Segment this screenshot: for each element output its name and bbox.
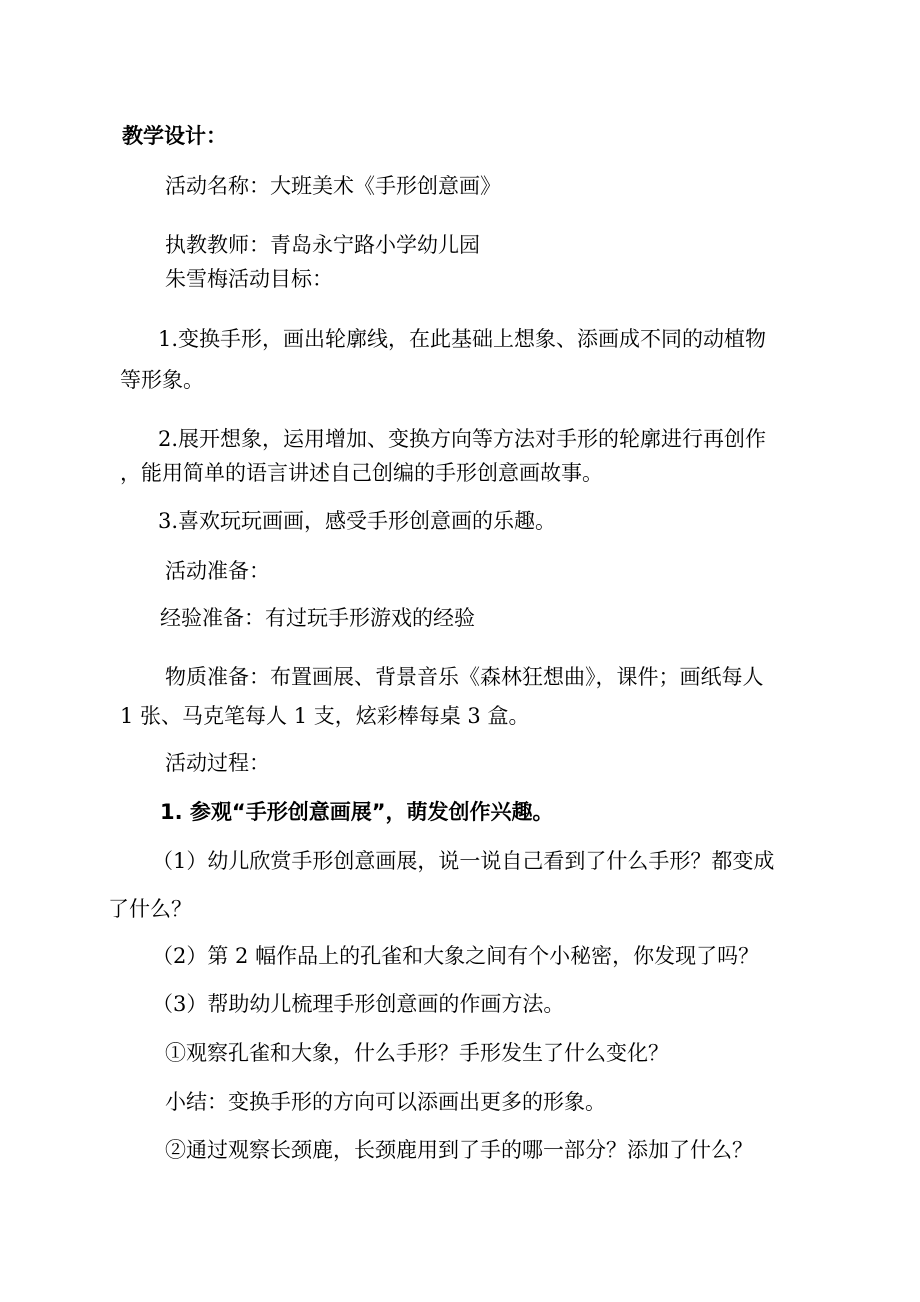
- teacher-line: 执教教师：青岛永宁路小学幼儿园: [165, 233, 480, 257]
- goal-2-line-2: ，能用简单的语言讲述自己创编的手形创意画故事。: [120, 461, 603, 485]
- experience-prep: 经验准备：有过玩手形游戏的经验: [160, 606, 475, 630]
- section-heading: 教学设计：: [122, 124, 227, 148]
- observe-1: ①观察孔雀和大象，什么手形？手形发生了什么变化？: [165, 1041, 669, 1065]
- step-1-title: 1. 参观“手形创意画展”，萌发创作兴趣。: [160, 800, 554, 824]
- teacher-name-goals-line: 朱雪梅活动目标：: [165, 267, 333, 291]
- step-1-1-line-2: 了什么？: [108, 897, 192, 921]
- prep-title: 活动准备：: [165, 559, 270, 583]
- step-1-2-line: （2）第 2 幅作品上的孔雀和大象之间有个小秘密，你发现了吗？: [152, 944, 760, 968]
- summary: 小结：变换手形的方向可以添画出更多的形象。: [165, 1090, 606, 1114]
- observe-2: ②通过观察长颈鹿，长颈鹿用到了手的哪一部分？添加了什么？: [165, 1138, 753, 1162]
- activity-name: 活动名称：大班美术《手形创意画》: [165, 174, 501, 198]
- goal-1-line-1: 1.变换手形，画出轮廓线，在此基础上想象、添画成不同的动植物: [158, 327, 767, 351]
- goal-3-line: 3.喜欢玩玩画画，感受手形创意画的乐趣。: [158, 509, 557, 533]
- material-prep-line-2: 1 张、马克笔每人 1 支，炫彩棒每桌 3 盒。: [120, 704, 530, 728]
- step-1-3-line: （3）帮助幼儿梳理手形创意画的作画方法。: [152, 992, 565, 1016]
- goal-2-line-1: 2.展开想象，运用增加、变换方向等方法对手形的轮廓进行再创作: [158, 427, 767, 451]
- step-1-1-line-1: （1）幼儿欣赏手形创意画展，说一说自己看到了什么手形？都变成: [152, 849, 775, 873]
- process-title: 活动过程：: [165, 751, 270, 775]
- goal-1-line-2: 等形象。: [120, 368, 204, 392]
- material-prep-line-1: 物质准备：布置画展、背景音乐《森林狂想曲》，课件；画纸每人: [165, 665, 764, 689]
